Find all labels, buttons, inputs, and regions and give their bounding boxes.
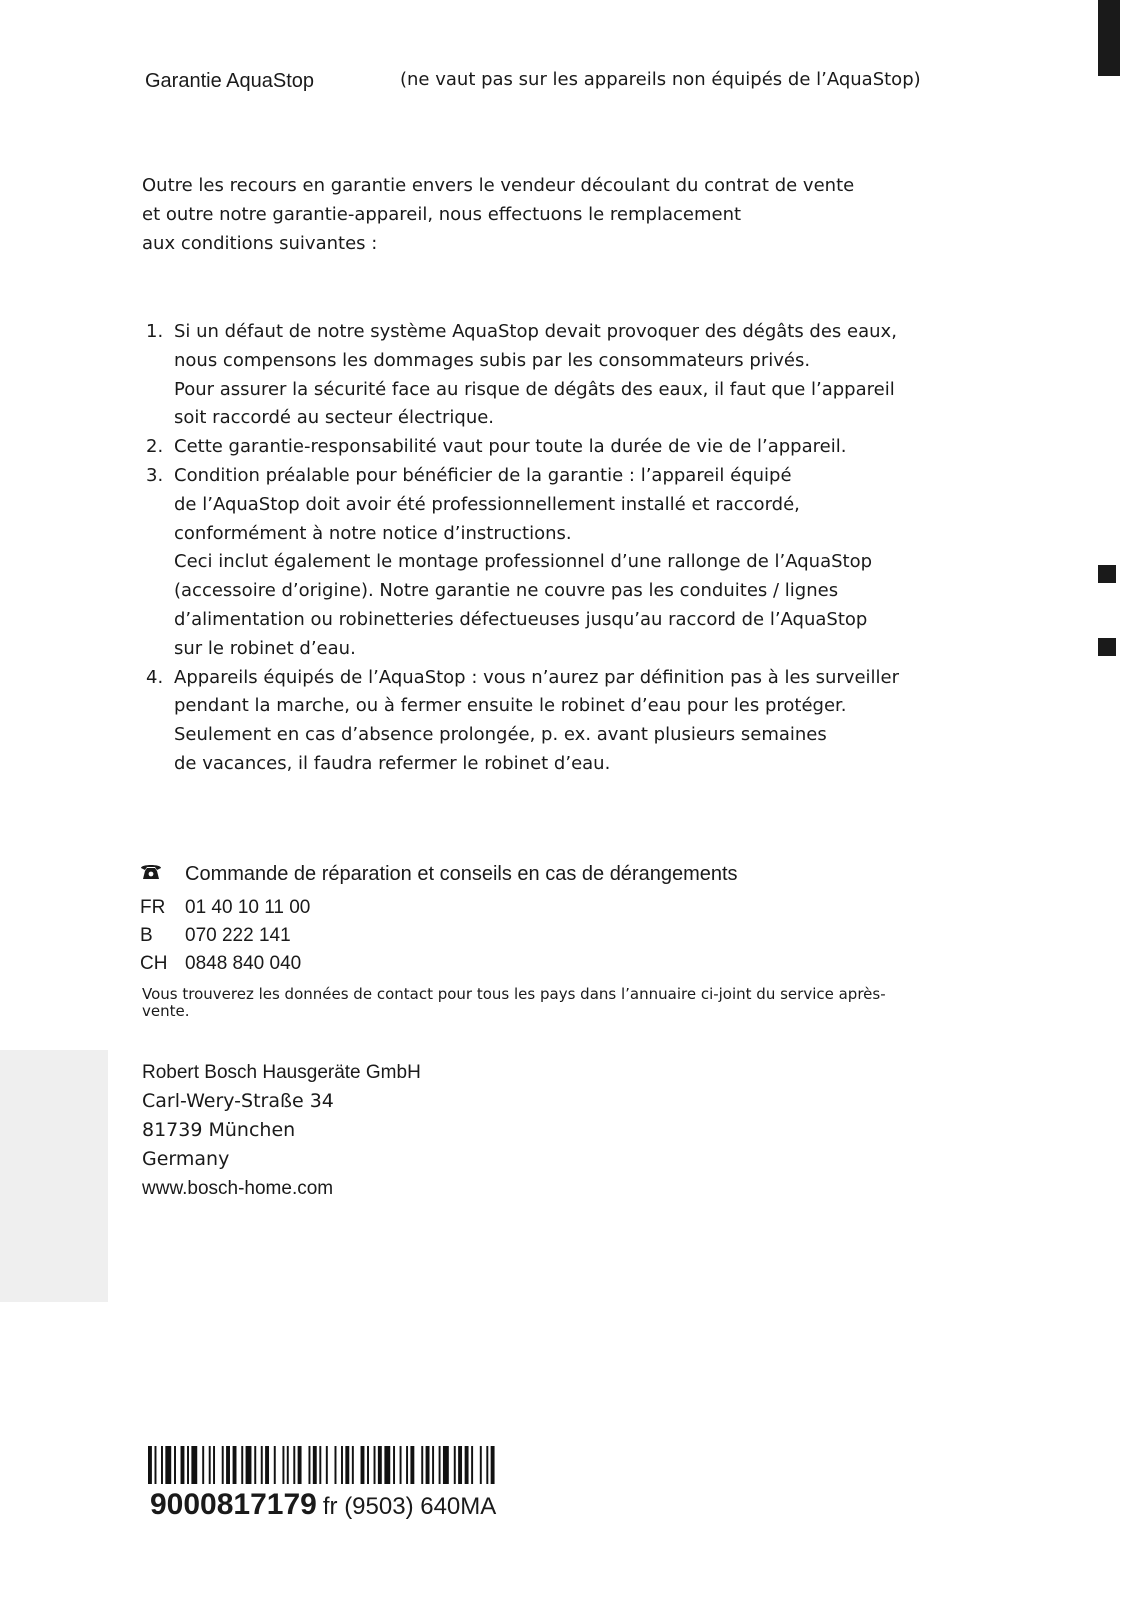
phone-row (140, 922, 310, 950)
barcode-bar (480, 1446, 482, 1484)
barcode-bar (491, 1446, 495, 1484)
barcode-bar (287, 1446, 289, 1484)
condition-line: nous compensons les dommages subis par les consommateurs privés. (174, 349, 811, 371)
condition-line: Cette garantie-responsabilité vaut pour toute la durée de vie de l’appareil. (174, 436, 847, 458)
barcode-bar (265, 1446, 269, 1484)
barcode-bar (241, 1446, 243, 1484)
barcode-bar (361, 1446, 365, 1484)
barcode-bar (261, 1446, 263, 1484)
barcode-bar (374, 1446, 376, 1484)
phone-number: 0848 840 040 (185, 953, 302, 974)
barcode-bar (233, 1446, 237, 1484)
barcode-bar (254, 1446, 256, 1484)
condition-line: soit raccordé au secteur électrique. (174, 407, 495, 429)
document-code (150, 1488, 496, 1522)
barcode-bar (421, 1446, 423, 1484)
barcode (148, 1446, 495, 1484)
barcode-bar (298, 1446, 302, 1484)
barcode-bar (274, 1446, 276, 1484)
barcode-bar (432, 1446, 434, 1484)
condition-line: (accessoire d’origine). Notre garantie ne couvre pas les conduites / lignes (174, 580, 839, 602)
barcode-bar (313, 1446, 317, 1484)
barcode-bar (352, 1446, 354, 1484)
phone-country: B (140, 925, 153, 946)
website-link[interactable]: www.bosch-home.com (142, 1178, 334, 1199)
condition-line: pendant la marche, ou à fermer ensuite le robinet d’eau pour les protéger. (174, 695, 847, 717)
condition-line: Condition préalable pour bénéficier de la garantie : l’appareil équipé (174, 464, 792, 486)
condition-line: Si un défaut de notre système AquaStop devait provoquer des dégâts des eaux, (174, 321, 897, 342)
telephone-icon (140, 862, 162, 880)
condition-item (142, 318, 1102, 433)
barcode-bar (439, 1446, 441, 1484)
condition-line: Seulement en cas d’absence prolongée, p. ex. avant plusieurs semaines (174, 724, 827, 746)
condition-line: de vacances, il faudra refermer le robinet d’eau. (174, 752, 611, 774)
condition-number: 1. (146, 321, 164, 342)
barcode-bar (187, 1446, 189, 1484)
barcode-bar (213, 1446, 215, 1484)
phone-country: CH (140, 953, 168, 974)
condition-line: sur le robinet d’eau. (174, 637, 356, 659)
contact-note: Vous trouverez les données de contact pour tous les pays dans l’annuaire ci-joint du service après-vente. (142, 985, 886, 1020)
barcode-bar (308, 1446, 310, 1484)
condition-line: d’alimentation ou robinetteries défectueuses jusqu’au raccord de l’AquaStop (174, 608, 868, 630)
phone-number: 070 222 141 (185, 925, 291, 946)
barcode-bar (400, 1446, 402, 1484)
condition-number: 2. (146, 436, 164, 458)
barcode-bar (191, 1446, 197, 1484)
phone-list (140, 894, 310, 978)
condition-line: de l’AquaStop doit avoir été professionnellement installé et raccordé, (174, 493, 800, 515)
barcode-bar (458, 1446, 462, 1484)
barcode-bar (443, 1446, 449, 1484)
phone-number: 01 40 10 11 00 (185, 897, 311, 918)
barcode-bar (155, 1446, 157, 1484)
barcode-bar (226, 1446, 230, 1484)
intro-line: et outre notre garantie-appareil, nous effectuons le remplacement (142, 203, 742, 225)
company-name: Robert Bosch Hausgeräte GmbH (142, 1062, 421, 1083)
barcode-bar (384, 1446, 390, 1484)
barcode-bar (202, 1446, 204, 1484)
service-heading: Commande de réparation et conseils en cas de dérangements (185, 863, 738, 885)
barcode-bar (378, 1446, 382, 1484)
barcode-bar (406, 1446, 408, 1484)
condition-number: 3. (146, 464, 164, 486)
barcode-bar (165, 1446, 171, 1484)
phone-country: FR (140, 897, 166, 918)
barcode-bar (465, 1446, 469, 1484)
barcode-bar (426, 1446, 430, 1484)
intro-line: aux conditions suivantes : (142, 232, 378, 254)
barcode-bar (148, 1446, 152, 1484)
city: 81739 München (142, 1119, 296, 1141)
country: Germany (142, 1148, 230, 1170)
intro-paragraph (142, 172, 942, 258)
barcode-bar (393, 1446, 395, 1484)
barcode-bar (161, 1446, 163, 1484)
company-address (142, 1058, 421, 1203)
barcode-bar (319, 1446, 321, 1484)
phone-row (140, 894, 310, 922)
intro-line: Outre les recours en garantie envers le vendeur découlant du contrat de vente (142, 175, 855, 196)
barcode-bar (486, 1446, 488, 1484)
barcode-bar (181, 1446, 185, 1484)
barcode-bar (471, 1446, 473, 1484)
condition-item (142, 433, 1102, 462)
street-address: Carl-Wery-Straße 34 (142, 1090, 334, 1112)
barcode-bar (209, 1446, 211, 1484)
barcode-bar (282, 1446, 284, 1484)
condition-line: Appareils équipés de l’AquaStop : vous n’aurez par définition pas à les surveiller (174, 666, 900, 688)
barcode-bar (222, 1446, 224, 1484)
condition-item (142, 462, 1102, 664)
page-title: Garantie AquaStop (145, 70, 315, 92)
document-number: 9000817179 (150, 1488, 317, 1521)
barcode-bar (174, 1446, 176, 1484)
barcode-bar (345, 1446, 349, 1484)
barcode-bar (454, 1446, 456, 1484)
page-subtitle-note: (ne vaut pas sur les appareils non équipés de l’AquaStop) (400, 69, 921, 90)
document-suffix: fr (9503) 640MA (322, 1493, 497, 1520)
barcode-bar (246, 1446, 252, 1484)
barcode-bar (293, 1446, 295, 1484)
condition-line: Ceci inclut également le montage professionnel d’une rallonge de l’AquaStop (174, 551, 873, 573)
condition-line: Pour assurer la sécurité face au risque de dégâts des eaux, il faut que l’appareil (174, 378, 895, 400)
barcode-bar (410, 1446, 414, 1484)
phone-row (140, 950, 310, 978)
barcode-bar (326, 1446, 328, 1484)
conditions-list (142, 318, 1102, 779)
side-gray-band (0, 1050, 108, 1302)
barcode-bar (335, 1446, 337, 1484)
condition-item (142, 664, 1102, 779)
barcode-bar (341, 1446, 343, 1484)
condition-number: 4. (146, 666, 164, 688)
condition-line: conformément à notre notice d’instructions. (174, 522, 572, 544)
barcode-bar (367, 1446, 369, 1484)
edge-marker-bar (1098, 0, 1120, 76)
